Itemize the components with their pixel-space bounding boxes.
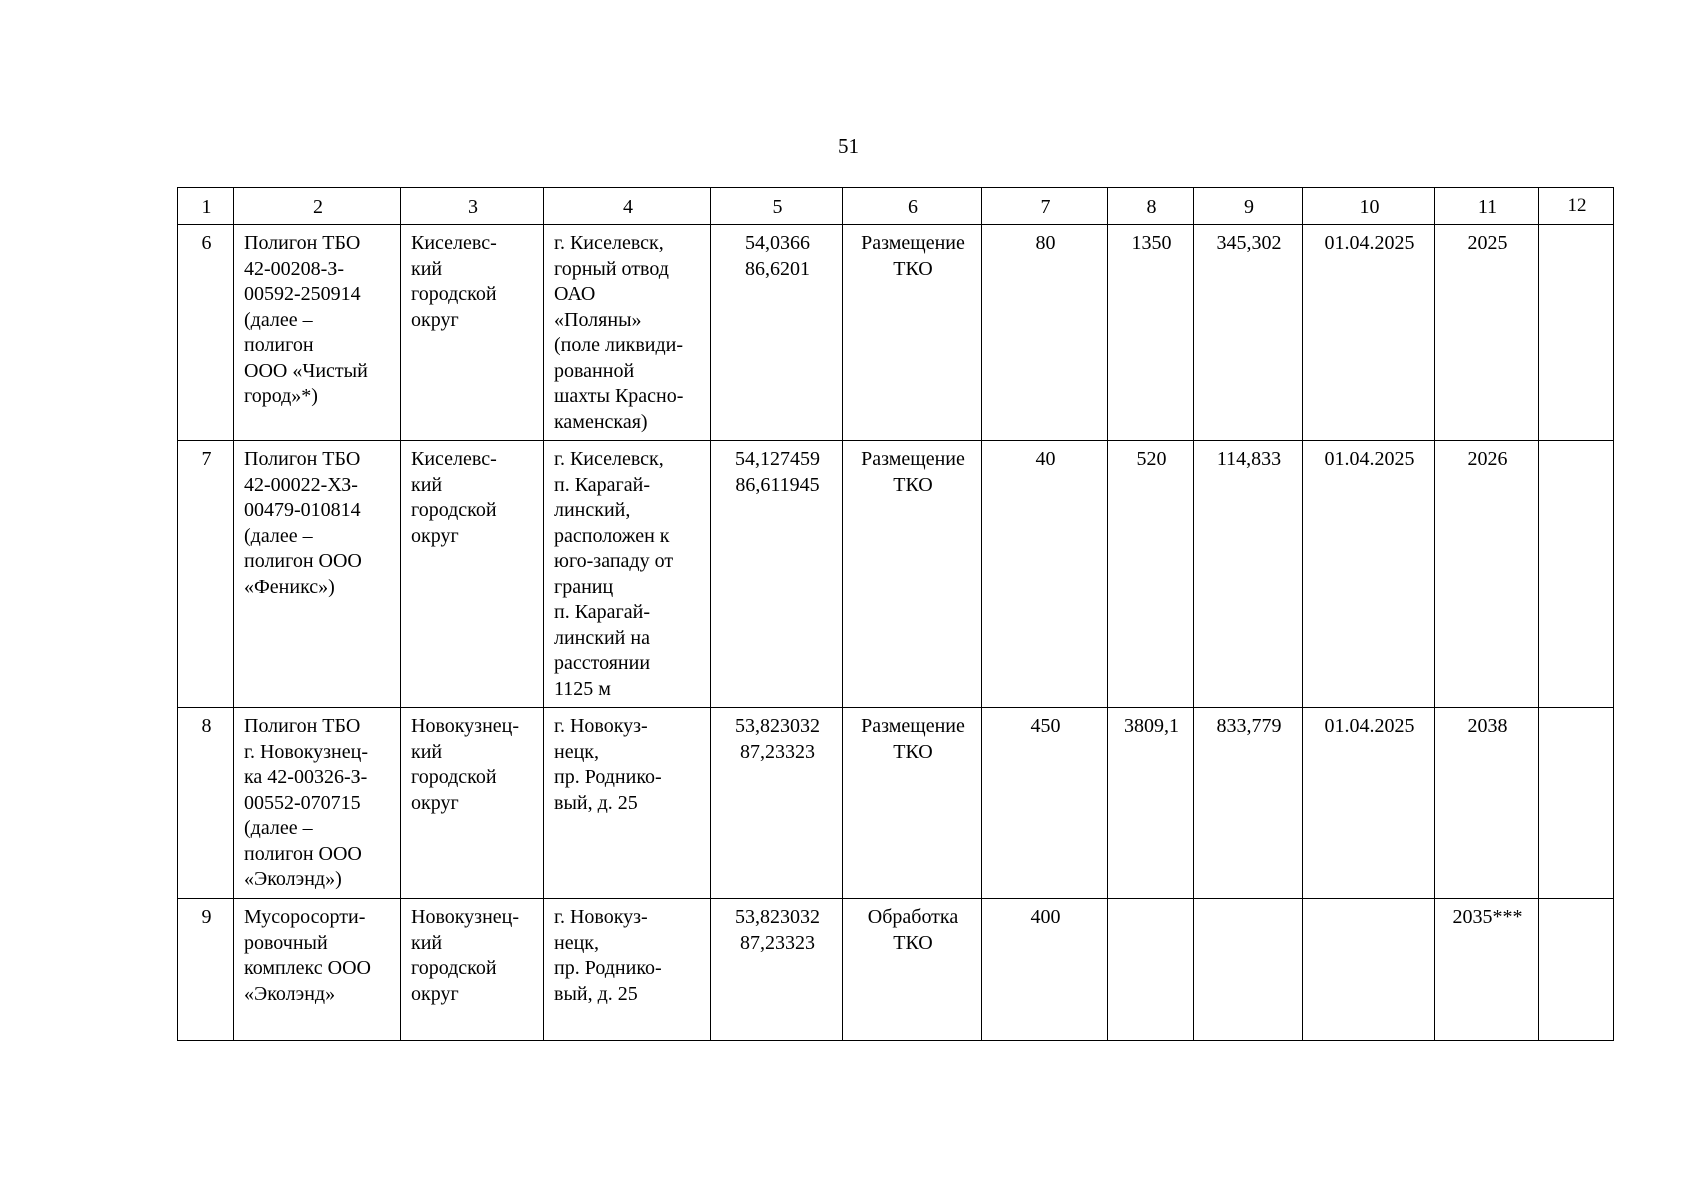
address: г. Киселевск, п. Карагай- линский, расположен к юго-западу от границ п. Карагай- линский на расстоянии 1125 м	[544, 441, 711, 708]
cell-col10	[1303, 899, 1435, 1041]
district: Новокузнец- кий городской округ	[401, 708, 544, 899]
cell-col9: 833,779	[1194, 708, 1303, 899]
cell-col7: 400	[982, 899, 1108, 1041]
activity-type: Размещение ТКО	[843, 225, 982, 441]
cell-col11: 2026	[1435, 441, 1539, 708]
activity-type: Обработка ТКО	[843, 899, 982, 1041]
row-number: 8	[178, 708, 234, 899]
column-number: 6	[843, 188, 982, 225]
facility-name: Полигон ТБО г. Новокузнец- ка 42-00326-З- 00552-070715 (далее – полигон ООО «Эколэнд»)	[234, 708, 401, 899]
address: г. Новокуз- нецк, пр. Роднико- вый, д. 25	[544, 899, 711, 1041]
column-number: 1	[178, 188, 234, 225]
table-row	[178, 225, 1614, 441]
district: Киселевс- кий городской округ	[401, 441, 544, 708]
address: г. Новокуз- нецк, пр. Роднико- вый, д. 25	[544, 708, 711, 899]
district: Новокузнец- кий городской округ	[401, 899, 544, 1041]
activity-type: Размещение ТКО	[843, 708, 982, 899]
cell-col7: 450	[982, 708, 1108, 899]
cell-col12	[1539, 225, 1614, 441]
waste-facilities-table	[177, 187, 1614, 1041]
coordinates: 53,823032 87,23323	[711, 708, 843, 899]
facility-name: Полигон ТБО 42-00208-З- 00592-250914 (далее – полигон ООО «Чистый город»*)	[234, 225, 401, 441]
coordinates: 53,823032 87,23323	[711, 899, 843, 1041]
column-number-row	[178, 188, 1614, 225]
row-number: 6	[178, 225, 234, 441]
coordinates: 54,127459 86,611945	[711, 441, 843, 708]
table-row	[178, 899, 1614, 1041]
cell-col7: 80	[982, 225, 1108, 441]
column-number: 7	[982, 188, 1108, 225]
column-number: 10	[1303, 188, 1435, 225]
column-number: 9	[1194, 188, 1303, 225]
district: Киселевс- кий городской округ	[401, 225, 544, 441]
coordinates: 54,0366 86,6201	[711, 225, 843, 441]
row-number: 9	[178, 899, 234, 1041]
cell-col8: 520	[1108, 441, 1194, 708]
column-number: 8	[1108, 188, 1194, 225]
cell-col12	[1539, 899, 1614, 1041]
cell-col8: 3809,1	[1108, 708, 1194, 899]
cell-col8	[1108, 899, 1194, 1041]
column-number: 4	[544, 188, 711, 225]
table-row	[178, 708, 1614, 899]
cell-col12	[1539, 441, 1614, 708]
column-number: 5	[711, 188, 843, 225]
cell-col11: 2035***	[1435, 899, 1539, 1041]
cell-col9: 345,302	[1194, 225, 1303, 441]
column-number: 3	[401, 188, 544, 225]
cell-col11: 2038	[1435, 708, 1539, 899]
row-number: 7	[178, 441, 234, 708]
column-number: 2	[234, 188, 401, 225]
cell-col10: 01.04.2025	[1303, 708, 1435, 899]
cell-col10: 01.04.2025	[1303, 225, 1435, 441]
table-row	[178, 441, 1614, 708]
cell-col12	[1539, 708, 1614, 899]
cell-col7: 40	[982, 441, 1108, 708]
cell-col10: 01.04.2025	[1303, 441, 1435, 708]
page-number: 51	[838, 134, 859, 158]
address: г. Киселевск, горный отвод ОАО «Поляны» (поле ликвиди- рованной шахты Красно- каменская)	[544, 225, 711, 441]
cell-col8: 1350	[1108, 225, 1194, 441]
facility-name: Полигон ТБО 42-00022-ХЗ- 00479-010814 (далее – полигон ООО «Феникс»)	[234, 441, 401, 708]
column-number: 12	[1539, 188, 1614, 225]
cell-col9	[1194, 899, 1303, 1041]
cell-col9: 114,833	[1194, 441, 1303, 708]
facility-name: Мусоросорти- ровочный комплекс ООО «Эколэнд»	[234, 899, 401, 1041]
column-number: 11	[1435, 188, 1539, 225]
activity-type: Размещение ТКО	[843, 441, 982, 708]
cell-col11: 2025	[1435, 225, 1539, 441]
